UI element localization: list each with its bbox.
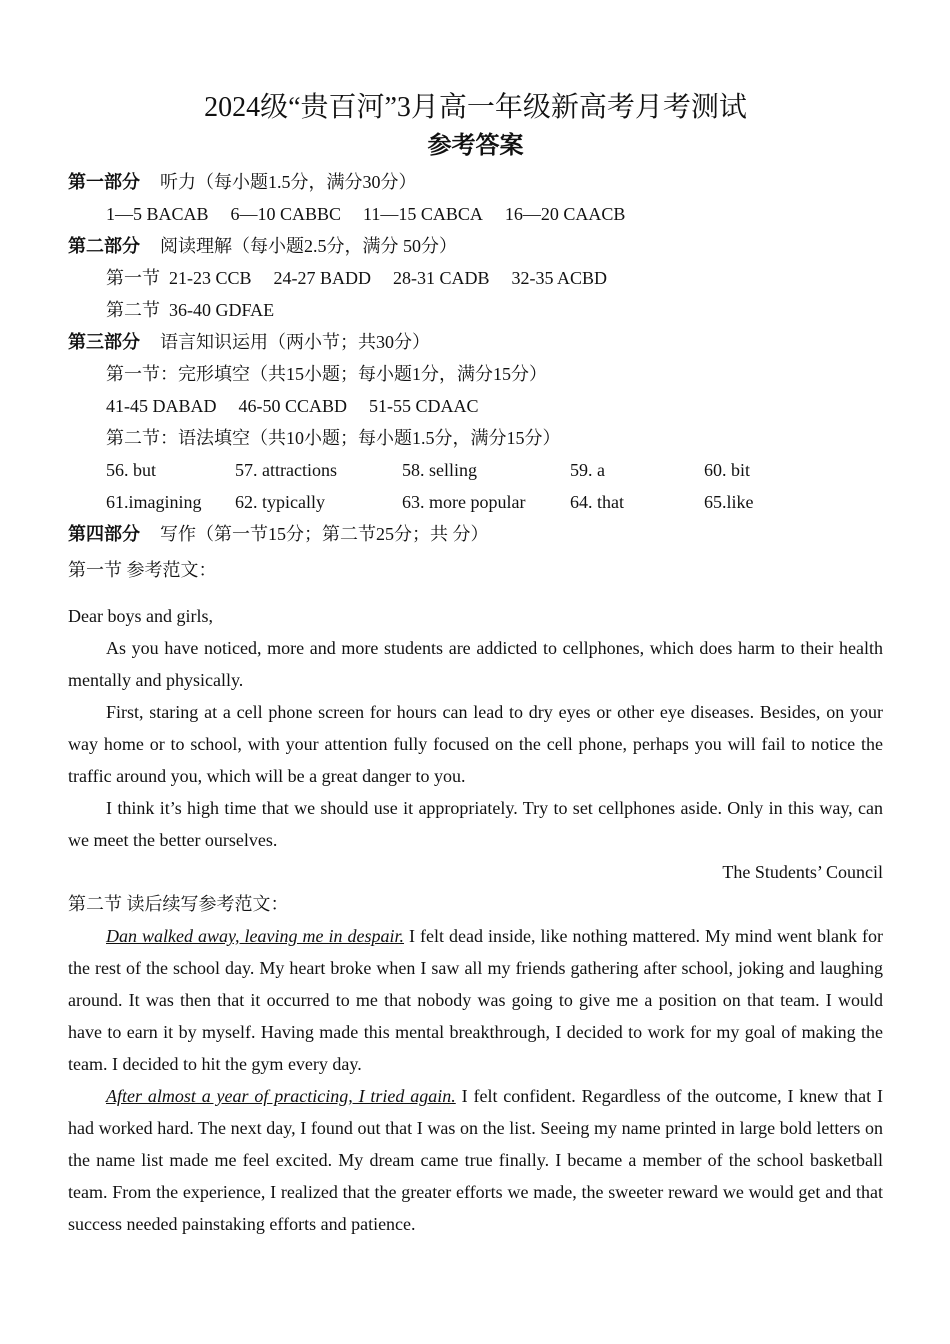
story-body: I felt dead inside, like nothing mattered. My mind went blank for the rest of the school day. My heart broke when I saw all my friends gathering after school, joking and laughing around. It was then that it occurred to me that nobody was going to give me a position on that team. I would have to earn it by myself. Having made this mental breakthrough, I decided to work for my goal of making the team. I decided to hit the gym every day.	[68, 926, 883, 1074]
section-label: 第二节	[106, 300, 160, 320]
grammar-answer: 56. but	[106, 460, 157, 480]
letter-paragraph: First, staring at a cell phone screen for hours can lead to dry eyes or other eye diseases. Besides, on your way home or to school, with your attention fully focused on the cell phone, perhaps you will fail to notice the traffic around you, which will be a great danger to you.	[68, 702, 883, 786]
part3-desc: 语言知识运用（两小节；共30分）	[160, 332, 430, 352]
grammar-answer: 64. that	[570, 492, 624, 512]
part1-answers	[68, 198, 883, 230]
answer-group: 46-50 CCABD	[238, 396, 348, 416]
part2-sec1-answers	[68, 262, 883, 294]
story-opening-sentence: After almost a year of practicing, I tried again.	[106, 1086, 456, 1106]
story-body: I felt confident. Regardless of the outcome, I knew that I had worked hard. The next day, I found out that I was on the list. Seeing my name printed in large bold letters on the name list made me feel excited. My dream came true finally. I became a member of the school basketball team. From the experience, I realized that the greater efforts we made, the sweeter reward we would get and that success needed painstaking efforts and patience.	[68, 1086, 883, 1234]
answer-group: 1—5 BACAB	[106, 204, 209, 224]
grammar-answer: 57. attractions	[235, 460, 337, 480]
part3-sec1-desc: 第一节：完形填空（共15小题；每小题1分，满分15分）	[106, 364, 547, 384]
story-paragraph	[68, 1080, 883, 1240]
answer-group: 41-45 DABAD	[106, 396, 217, 416]
answer-sheet	[68, 88, 883, 1240]
part3-sec2-desc: 第二节：语法填空（共10小题；每小题1.5分，满分15分）	[106, 428, 561, 448]
grammar-answer: 62. typically	[235, 492, 325, 512]
writing-sec1-heading: 第一节 参考范文：	[68, 560, 217, 580]
part1-desc: 听力（每小题1.5分，满分30分）	[160, 172, 417, 192]
answer-group: 28-31 CADB	[393, 268, 490, 288]
part4-heading	[68, 518, 883, 550]
part3-sec1-answers	[68, 390, 883, 422]
grammar-answers-row-2	[68, 486, 883, 518]
letter-paragraph: I think it’s high time that we should use it appropriately. Try to set cellphones aside. Only in this way, can we meet the better ourselves.	[68, 798, 883, 850]
grammar-answer: 60. bit	[704, 460, 751, 480]
answer-group: 32-35 ACBD	[511, 268, 608, 288]
story-opening-sentence: Dan walked away, leaving me in despair.	[106, 926, 405, 946]
part1-heading	[68, 166, 883, 198]
part3-label: 第三部分	[68, 332, 140, 352]
answer-group: 16—20 CAACB	[504, 204, 626, 224]
part4-desc: 写作（第一节15分；第二节25分；共 分）	[160, 524, 489, 544]
part2-label: 第二部分	[68, 236, 140, 256]
grammar-answer: 59. a	[570, 460, 605, 480]
answer-group: 24-27 BADD	[273, 268, 372, 288]
letter-signature: The Students’ Council	[722, 862, 883, 882]
writing-sec2-heading: 第二节 读后续写参考范文：	[68, 894, 289, 914]
grammar-answer: 65.like	[704, 492, 754, 512]
part2-sec2-answers	[68, 294, 883, 326]
part2-desc: 阅读理解（每小题2.5分，满分 50分）	[160, 236, 457, 256]
part4-label: 第四部分	[68, 524, 140, 544]
part3-heading	[68, 326, 883, 358]
part1-label: 第一部分	[68, 172, 140, 192]
grammar-answer: 63. more popular	[402, 492, 526, 512]
story-paragraph	[68, 920, 883, 1080]
section-label: 第一节	[106, 268, 160, 288]
answer-group: 6—10 CABBC	[230, 204, 342, 224]
answer-group: 11—15 CABCA	[363, 204, 483, 224]
grammar-answer: 58. selling	[402, 460, 477, 480]
answer-group: 21-23 CCB	[169, 268, 252, 288]
part2-heading	[68, 230, 883, 262]
answer-group: 51-55 CDAAC	[369, 396, 479, 416]
grammar-answers-row-1	[68, 454, 883, 486]
answer-group: 36-40 GDFAE	[169, 300, 275, 320]
letter-paragraph: As you have noticed, more and more students are addicted to cellphones, which does harm to their health mentally and physically.	[68, 638, 883, 690]
letter-greeting: Dear boys and girls,	[68, 606, 213, 626]
page-title: 2024级“贵百河”3月高一年级新高考月考测试	[204, 92, 747, 123]
grammar-answer: 61.imagining	[106, 492, 202, 512]
page-subtitle: 参考答案	[427, 133, 524, 159]
